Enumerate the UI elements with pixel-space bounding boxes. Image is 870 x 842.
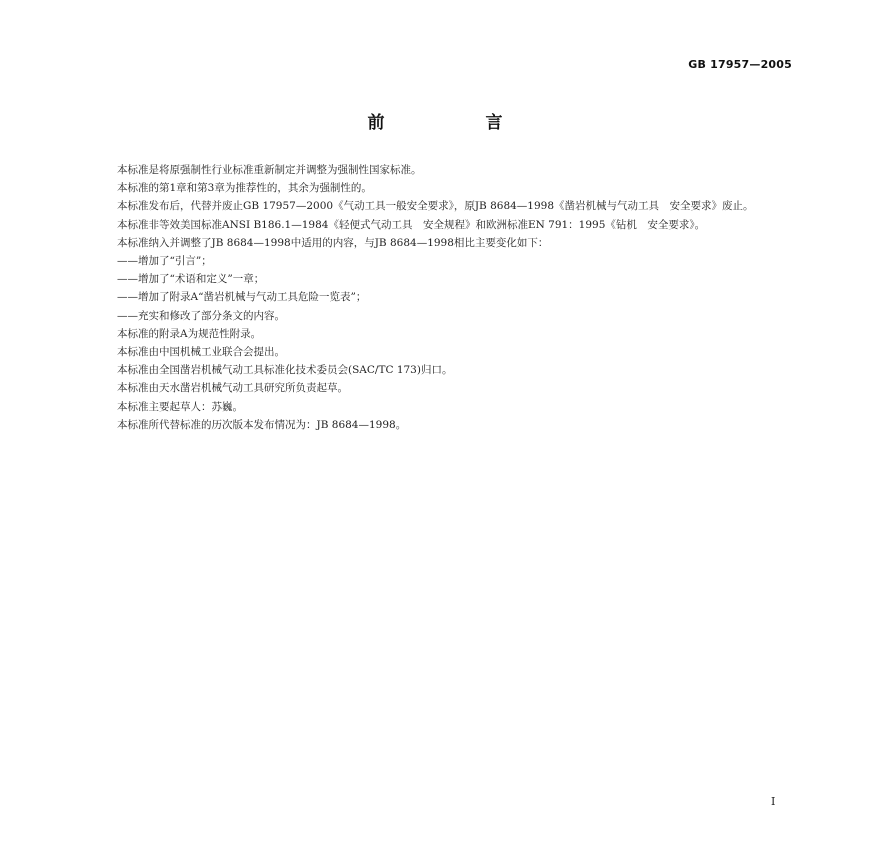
paragraph: 本标准由全国凿岩机械气动工具标准化技术委员会(SAC/TC 173)归口。 [117, 364, 453, 377]
paragraph: 本标准主要起草人：苏巍。 [117, 400, 243, 413]
standard-number: GB 17957—2005 [688, 58, 792, 71]
paragraph: 本标准是将原强制性行业标准重新制定并调整为强制性国家标准。 [117, 164, 422, 176]
paragraph: 本标准的第1章和第3章为推荐性的，其余为强制性的。 [117, 182, 372, 195]
paragraph: 本标准发布后，代替并废止GB 17957—2000《气动工具一般安全要求》，原JB 8684—1998《凿岩机械与气动工具 安全要求》废止。 [117, 200, 754, 213]
paragraph: 本标准纳入并调整了JB 8684—1998中适用的内容，与JB 8684—1998相比主要变化如下： [117, 236, 549, 249]
paragraph: 本标准的附录A为规范性附录。 [117, 327, 262, 340]
change-list-item: ——增加了附录A“凿岩机械与气动工具危险一览表”； [117, 291, 367, 304]
change-list-item: ——增加了“术语和定义”一章； [117, 273, 265, 286]
page-title: 前 言 [367, 113, 545, 133]
paragraph: 本标准所代替标准的历次版本发布情况为：JB 8684—1998。 [117, 418, 407, 431]
change-list-item: ——增加了“引言”； [117, 255, 212, 268]
foreword-body [96, 161, 786, 434]
paragraph: 本标准由天水凿岩机械气动工具研究所负责起草。 [117, 382, 348, 395]
paragraph: 本标准非等效美国标准ANSI B186.1—1984《轻便式气动工具 安全规程》和欧洲标准EN 791：1995《钻机 安全要求》。 [117, 218, 706, 231]
page-number: I [771, 795, 776, 808]
paragraph: 本标准由中国机械工业联合会提出。 [117, 346, 285, 359]
change-list-item: ——充实和修改了部分条文的内容。 [117, 309, 285, 322]
